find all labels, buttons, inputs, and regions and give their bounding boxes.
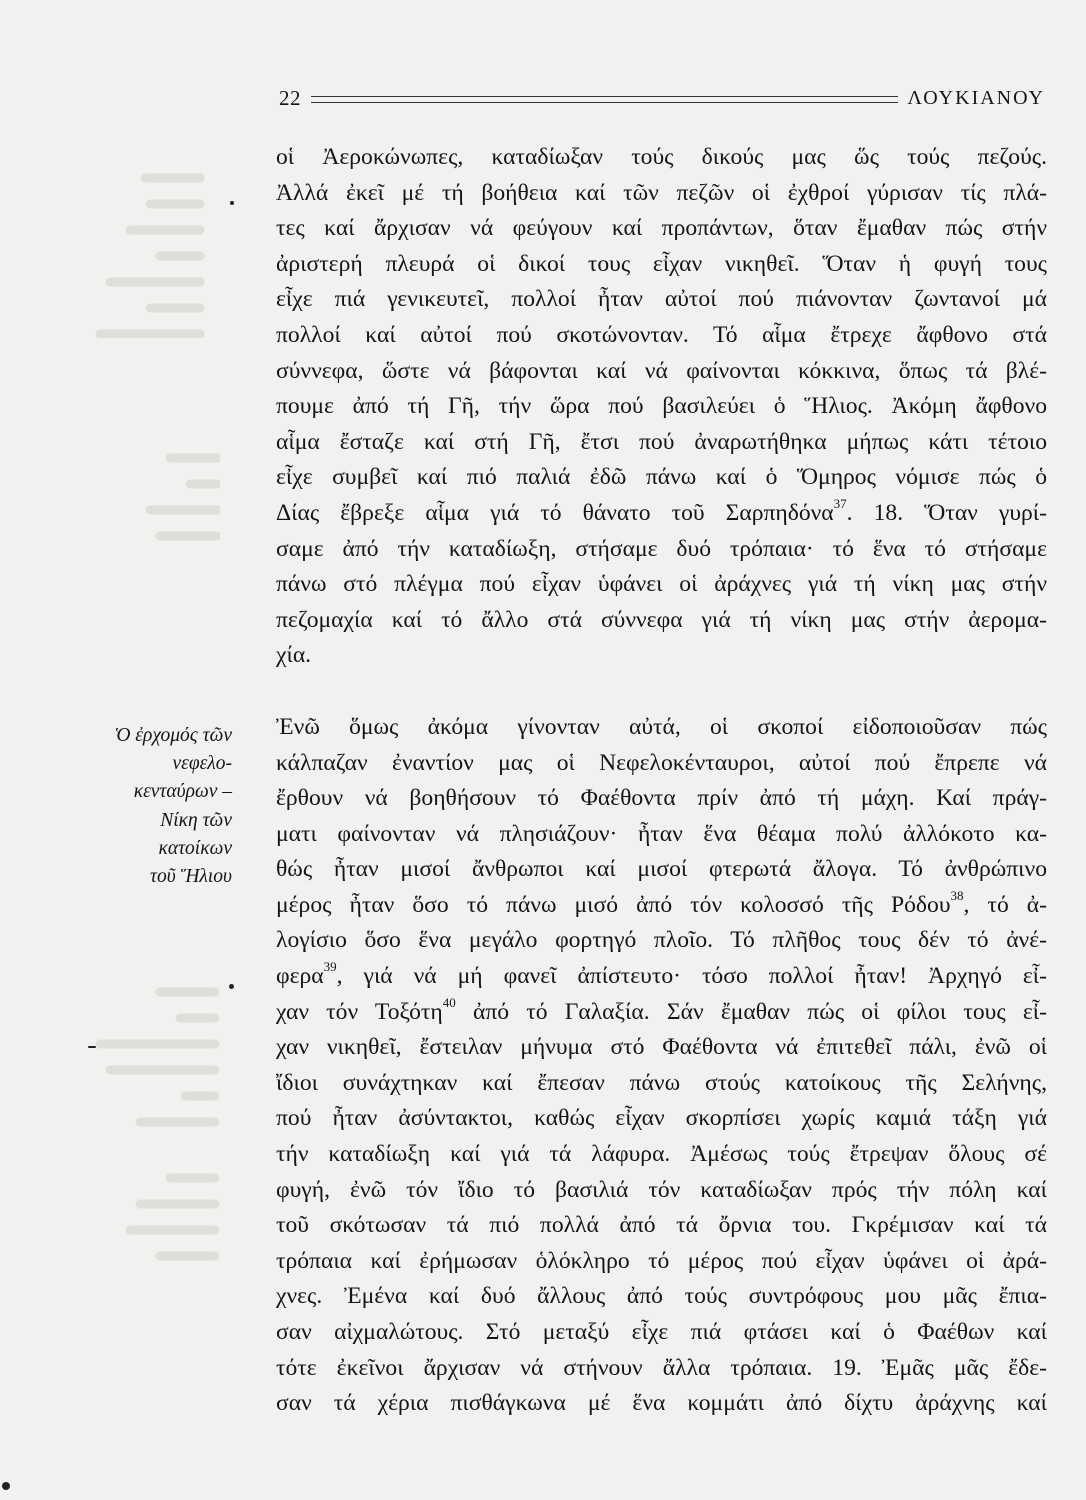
- bleed-through-left-top: [90, 168, 205, 338]
- bleed-through-marks-3: [70, 980, 220, 1280]
- text-line: Ἐνῶ ὅμως ἀκόμα γίνονταν αὐτά, οἱ σκοποί εἰδοποιοῦσαν πώς: [276, 713, 1047, 740]
- text-fragment: χαν τόν Τοξότη: [276, 998, 443, 1025]
- text-fragment: . 18. Ὅταν γυρί-: [846, 499, 1047, 526]
- text-line: χνες. Ἐμένα καί δυό ἄλλους ἀπό τούς συντρόφους μου μᾶς ἔπια-: [276, 1283, 1047, 1310]
- text-fragment: ἀπό τό Γαλαξία. Σάν ἔμαθαν πώς οἱ φίλοι τους εἶ-: [455, 998, 1047, 1025]
- stray-mark-dash: [88, 1046, 96, 1048]
- text-line: πολλοί καί αὐτοί πού σκοτώνονταν. Τό αἷμα ἔτρεχε ἄφθονο στά: [276, 321, 1047, 348]
- marginal-note: [80, 722, 232, 891]
- text-fragment: Δίας ἔβρεξε αἷμα γιά τό θάνατο τοῦ Σαρπηδόνα: [276, 499, 834, 526]
- text-line-footnote-39: [276, 959, 1047, 995]
- text-line: οἱ Ἀεροκώνωπες, καταδίωξαν τούς δικούς μας ὥς τούς πεζούς.: [276, 144, 1047, 170]
- bleed-through-left-low: [70, 980, 220, 1280]
- header-rule: [311, 96, 898, 103]
- bleed-through-marks: [90, 168, 205, 338]
- text-line: λογίσιο ὅσο ἕνα μεγάλο φορτηγό πλοῖο. Τό πλῆθος τους δέν τό ἀνέ-: [276, 927, 1047, 954]
- text-line: ἴδιοι συνάχτηκαν καί ἔπεσαν πάνω στούς κατοίκους τῆς Σελήνης,: [276, 1069, 1047, 1096]
- text-line: πεζομαχία καί τό ἄλλο στά σύννεφα γιά τή νίκη μας στήν ἀερομα-: [276, 606, 1047, 633]
- paragraph-2: [276, 710, 1047, 1422]
- text-line: χία.: [276, 642, 312, 669]
- text-line: σαμε ἀπό τήν καταδίωξη, στήσαμε δυό τρόπαια· τό ἕνα τό στήσαμε: [276, 535, 1047, 562]
- text-line: αἷμα ἔσταζε καί στή Γῆ, ἔτσι πού ἀναρωτήθηκα μήπως κάτι τέτοιο: [276, 428, 1047, 455]
- text-line: σαν αἰχμαλώτους. Στό μεταξύ εἶχε πιά φτάσει καί ὁ Φαέθων καί: [276, 1319, 1047, 1345]
- marginal-note-line: κενταύρων –: [133, 781, 232, 803]
- text-line: κάλπαζαν ἐναντίον μας οἱ Νεφελοκένταυροι, αὐτοί πού ἔπρεπε νά: [276, 749, 1047, 776]
- text-fragment: , τό ἀ-: [963, 891, 1047, 918]
- text-line: τήν καταδίωξη καί γιά τά λάφυρα. Ἀμέσως τούς ἔτρεψαν ὅλους σέ: [276, 1141, 1047, 1168]
- main-text: [276, 140, 1047, 1422]
- text-line: σύννεφα, ὥστε νά βάφονται καί νά φαίνονται κόκκινα, ὅπως τά βλέ-: [276, 357, 1047, 384]
- running-title: ΛΟΥΚΙΑΝΟΥ: [907, 86, 1045, 109]
- text-line: ματι φαίνονταν νά πλησιάζουν· ἦταν ἕνα θέαμα πολύ ἀλλόκοτο κα-: [276, 820, 1047, 847]
- running-header: [279, 83, 1045, 113]
- marginal-note-line: Νίκη τῶν: [160, 809, 232, 831]
- text-line: σαν τά χέρια πισθάγκωνα μέ ἕνα κομμάτι ἀπό δίχτυ ἀράχνης καί: [276, 1390, 1047, 1417]
- page-number: 22: [279, 85, 301, 110]
- stray-mark-corner: [2, 1482, 10, 1490]
- text-line: πάνω στό πλέγμα πού εἶχαν ὑφάνει οἱ ἀράχνες γιά τή νίκη μας στήν: [276, 571, 1047, 598]
- text-line: τρόπαια καί ἐρήμωσαν ὁλόκληρο τό μέρος πού εἶχαν ὑφάνει οἱ ἀρά-: [276, 1247, 1047, 1274]
- bleed-through-left-mid: [120, 448, 220, 548]
- text-line: χαν νικηθεῖ, ἔστειλαν μήνυμα στό Φαέθοντα νά ἐπιτεθεῖ πάλι, ἐνῶ οἱ: [276, 1034, 1047, 1061]
- footnote-ref-37: 37: [833, 496, 847, 512]
- text-line: Ἀλλά ἐκεῖ μέ τή βοήθεια καί τῶν πεζῶν οἱ ἐχθροί γύρισαν τίς πλά-: [276, 179, 1047, 206]
- text-line: ἔρθουν νά βοηθήσουν τό Φαέθοντα πρίν ἀπό τή μάχη. Καί πράγ-: [276, 785, 1047, 812]
- text-line-footnote-40: [276, 995, 1047, 1031]
- footnote-ref-40: 40: [442, 994, 456, 1010]
- bleed-through-marks-2: [120, 448, 220, 548]
- marginal-note-line: κατοίκων: [158, 837, 232, 859]
- text-fragment: μέρος ἦταν ὅσο τό πάνω μισό ἀπό τόν κολοσσό τῆς Ρόδου: [276, 891, 951, 918]
- text-line: τοῦ σκότωσαν τά πιό πολλά ἀπό τά ὄρνια του. Γκρέμισαν καί τά: [276, 1212, 1047, 1239]
- footnote-ref-38: 38: [950, 888, 964, 904]
- marginal-note-line: τοῦ Ἥλιου: [150, 866, 232, 888]
- text-line: τες καί ἄρχισαν νά φεύγουν καί προπάντων, ὅταν ἔμαθαν πώς στήν: [276, 215, 1047, 242]
- text-fragment: , γιά νά μή φανεῖ ἀπίστευτο· τόσο πολλοί ἦταν! Ἀρχηγό εἶ-: [336, 963, 1047, 990]
- text-line: θώς ἦταν μισοί ἄνθρωποι καί μισοί φτερωτά ἄλογα. Τό ἀνθρώπινο: [276, 856, 1047, 883]
- footnote-ref-39: 39: [323, 959, 337, 975]
- text-line: εἶχε συμβεῖ καί πιό παλιά ἐδῶ πάνω καί ὁ Ὅμηρος νόμισε πώς ὁ: [276, 464, 1047, 491]
- text-line: πού ἦταν ἀσύντακτοι, καθώς εἶχαν σκορπίσει χωρίς καμιά τάξη γιά: [276, 1105, 1047, 1132]
- text-line: πουμε ἀπό τή Γῆ, τήν ὥρα πού βασιλεύει ὁ Ἥλιος. Ἀκόμη ἄφθονο: [276, 393, 1047, 420]
- text-line: ἀριστερή πλευρά οἱ δικοί τους εἶχαν νικηθεῖ. Ὅταν ἡ φυγή τους: [276, 250, 1047, 277]
- stray-mark-dot-2: [229, 984, 234, 989]
- text-line: φυγή, ἐνῶ τόν ἴδιο τό βασιλιά τόν καταδίωξαν πρός τήν πόλη καί: [276, 1176, 1047, 1203]
- text-fragment: φερα: [276, 963, 324, 990]
- text-line-footnote-37: [276, 496, 1047, 532]
- text-line: εἶχε πιά γενικευτεῖ, πολλοί ἦταν αὐτοί πού πιάνονταν ζωντανοί μά: [276, 286, 1047, 313]
- text-line: τότε ἐκεῖνοι ἄρχισαν νά στήνουν ἄλλα τρόπαια. 19. Ἐμᾶς μᾶς ἔδε-: [276, 1354, 1047, 1381]
- paragraph-1: [276, 140, 1047, 674]
- marginal-note-line: νεφελο-: [172, 753, 232, 775]
- stray-mark-dot: [230, 201, 234, 205]
- marginal-note-line: Ὁ ἐρχομός τῶν: [114, 725, 232, 746]
- text-line-footnote-38: [276, 888, 1047, 924]
